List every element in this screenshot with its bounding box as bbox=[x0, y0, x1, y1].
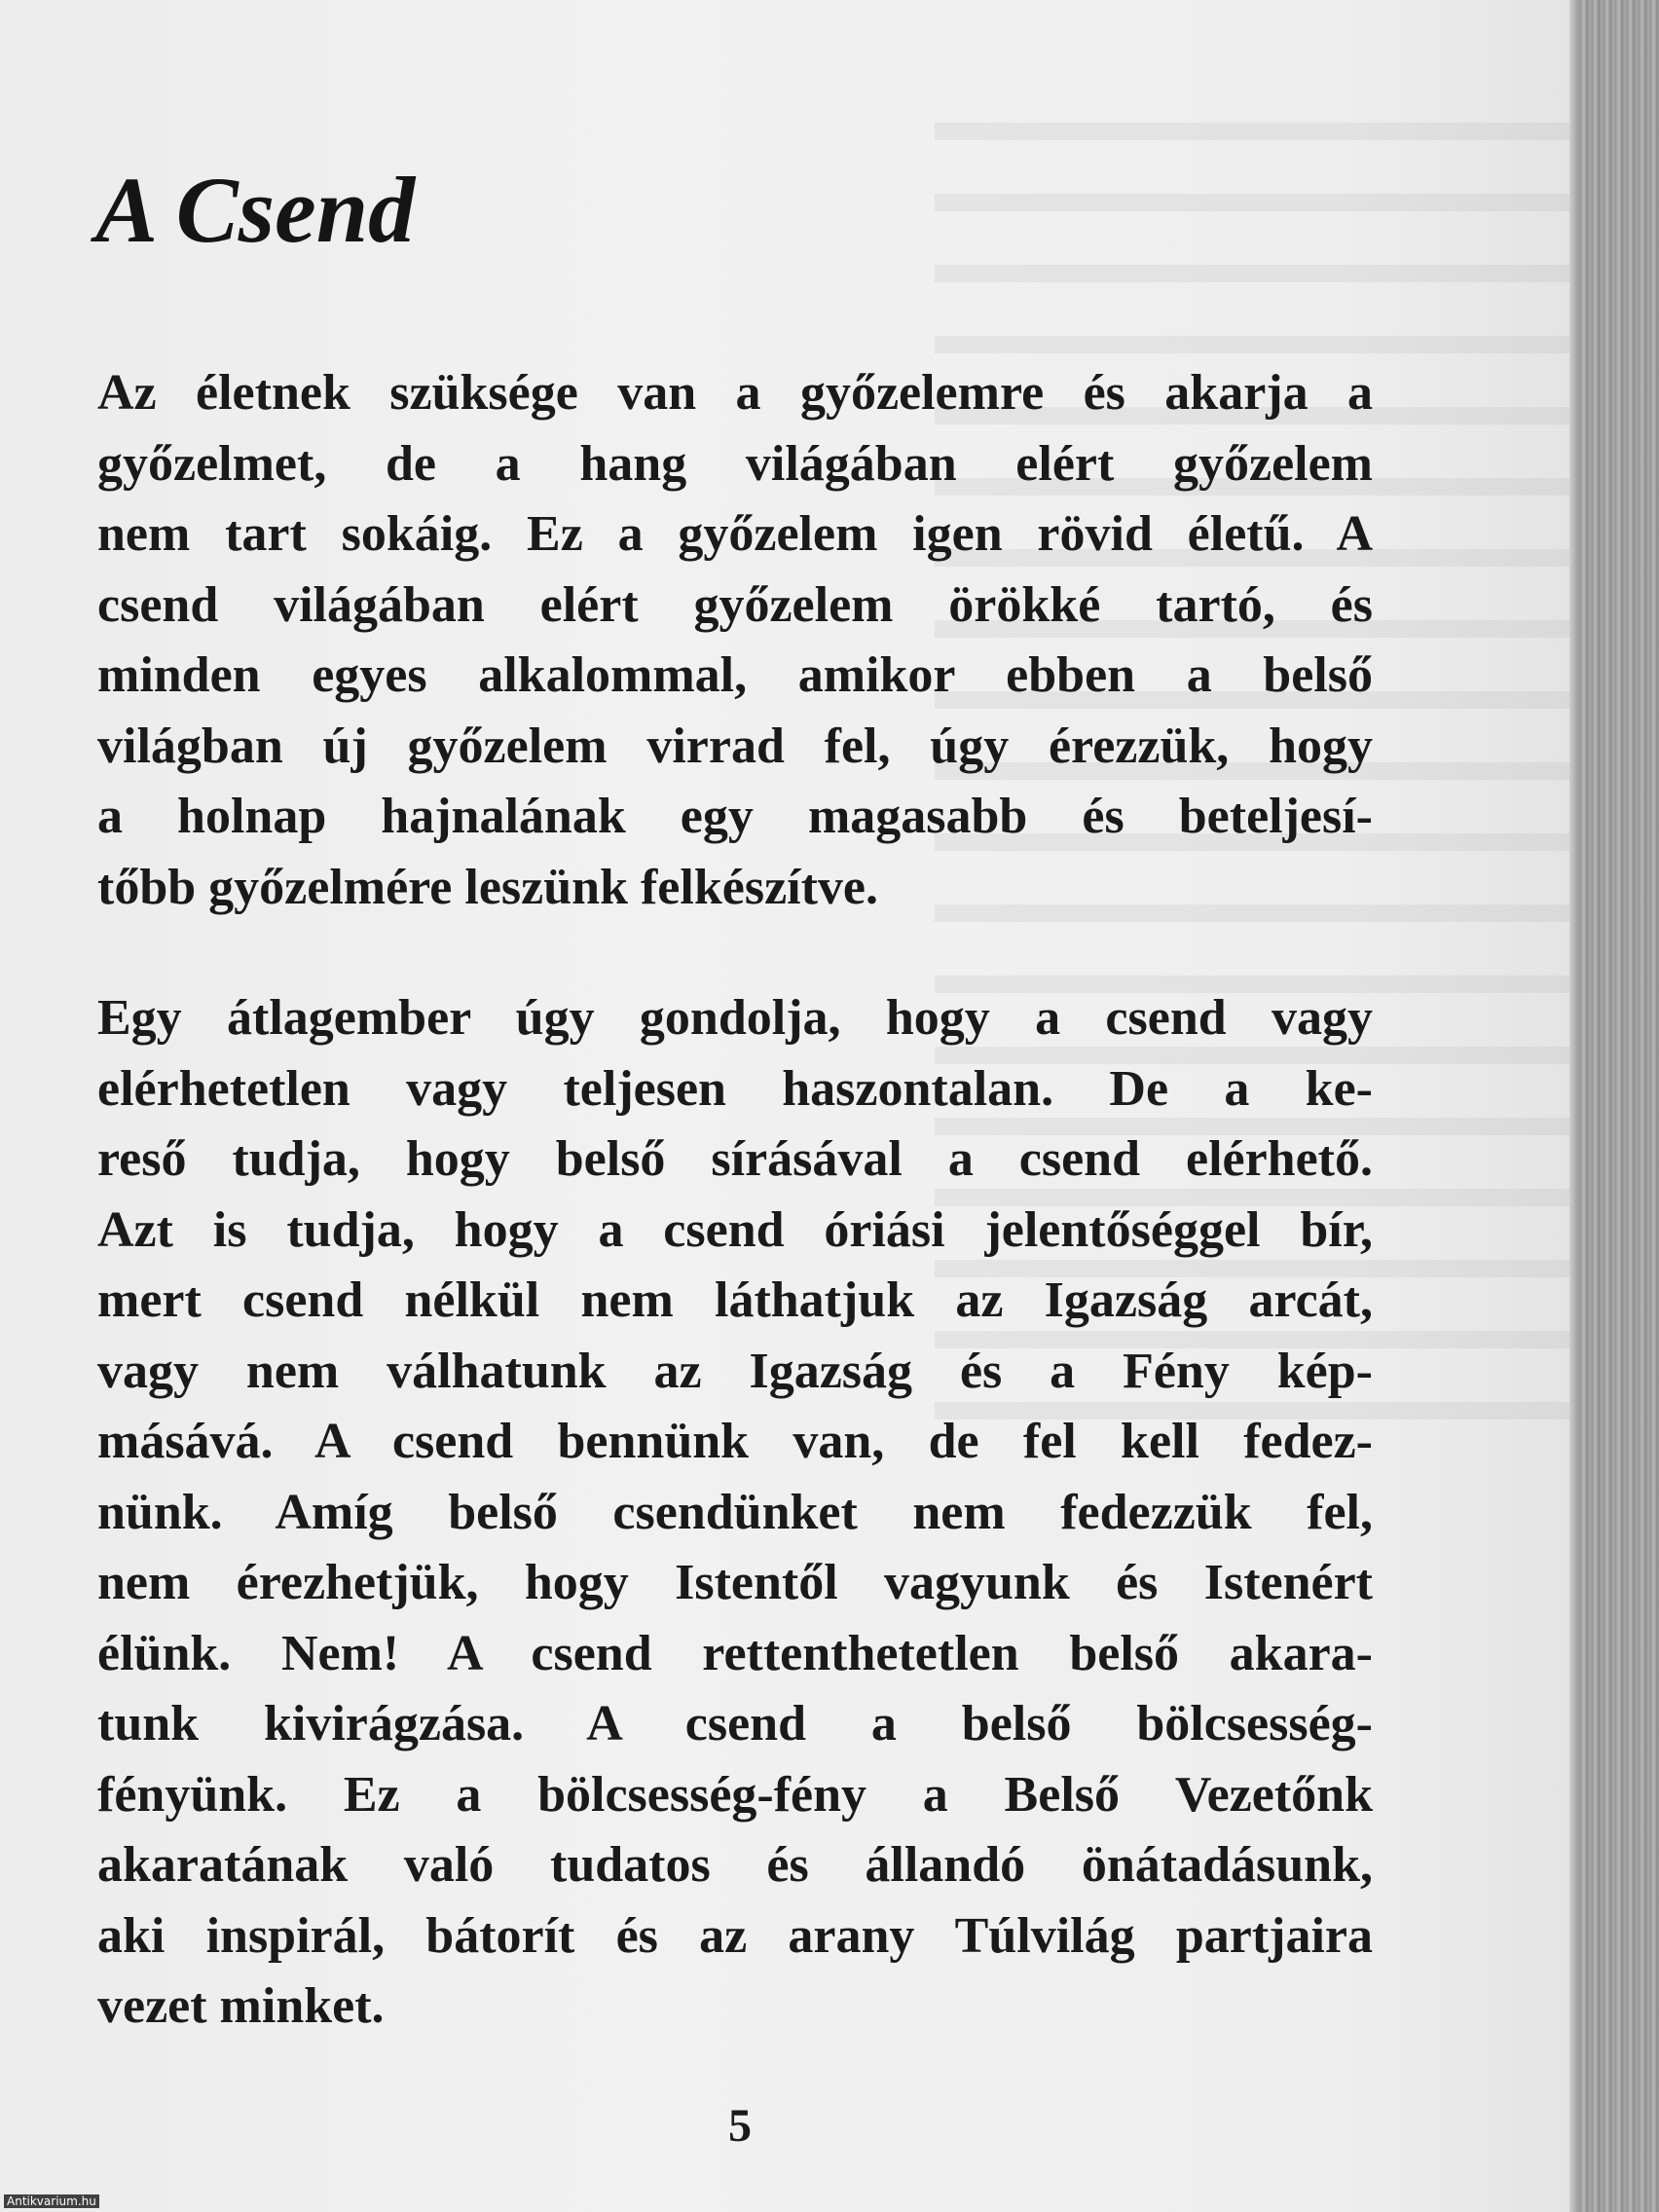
text-line: vezet minket. bbox=[97, 1978, 385, 2034]
text-line: akaratának való tudatos és állandó önátadásunk, bbox=[97, 1837, 1373, 1893]
chapter-title: A Csend bbox=[95, 158, 416, 262]
text-line: nem érezhetjük, hogy Istentől vagyunk és Istenért bbox=[97, 1555, 1373, 1610]
text-line: reső tudja, hogy belső sírásával a csend elérhető. bbox=[97, 1131, 1373, 1187]
text-line: csend világában elért győzelem örökké tartó, és bbox=[97, 576, 1373, 633]
watermark-text: Antikvarium.hu bbox=[4, 2194, 99, 2208]
text-line: élünk. Nem! A csend rettenthetetlen belső akara- bbox=[97, 1625, 1373, 1681]
text-line: mert csend nélkül nem láthatjuk az Igazság arcát, bbox=[97, 1272, 1373, 1328]
page-stack-edge bbox=[1569, 0, 1659, 2212]
text-line: aki inspirál, bátorít és az arany Túlvilág partjaira bbox=[97, 1907, 1373, 1964]
paragraph-1 bbox=[97, 358, 1373, 923]
text-line: nem tart sokáig. Ez a győzelem igen rövid életű. A bbox=[97, 506, 1373, 562]
text-line: Egy átlagember úgy gondolja, hogy a csend vagy bbox=[97, 990, 1373, 1046]
text-line: fényünk. Ez a bölcsesség-fény a Belső Vezetőnk bbox=[97, 1766, 1373, 1823]
text-line: Az életnek szüksége van a győzelemre és akarja a bbox=[97, 365, 1373, 421]
text-line: elérhetetlen vagy teljesen haszontalan. De a ke- bbox=[97, 1060, 1373, 1117]
text-line: Azt is tudja, hogy a csend óriási jelentőséggel bír, bbox=[97, 1201, 1373, 1258]
page-number: 5 bbox=[728, 2100, 752, 2152]
text-line: minden egyes alkalommal, amikor ebben a belső bbox=[97, 647, 1373, 703]
text-line: győzelmet, de a hang világában elért győzelem bbox=[97, 435, 1373, 492]
text-line: világban új győzelem virrad fel, úgy érezzük, hogy bbox=[97, 718, 1373, 774]
text-line: másává. A csend bennünk van, de fel kell fedez- bbox=[97, 1414, 1373, 1469]
paragraph-2 bbox=[97, 983, 1373, 2043]
text-line: tőbb győzelmére leszünk felkészítve. bbox=[97, 859, 878, 915]
text-line: nünk. Amíg belső csendünket nem fedezzük fel, bbox=[97, 1484, 1373, 1540]
text-line: tunk kivirágzása. A csend a belső bölcsesség- bbox=[97, 1696, 1373, 1751]
text-line: vagy nem válhatunk az Igazság és a Fény kép- bbox=[97, 1343, 1373, 1399]
text-line: a holnap hajnalának egy magasabb és beteljesí- bbox=[97, 789, 1373, 844]
